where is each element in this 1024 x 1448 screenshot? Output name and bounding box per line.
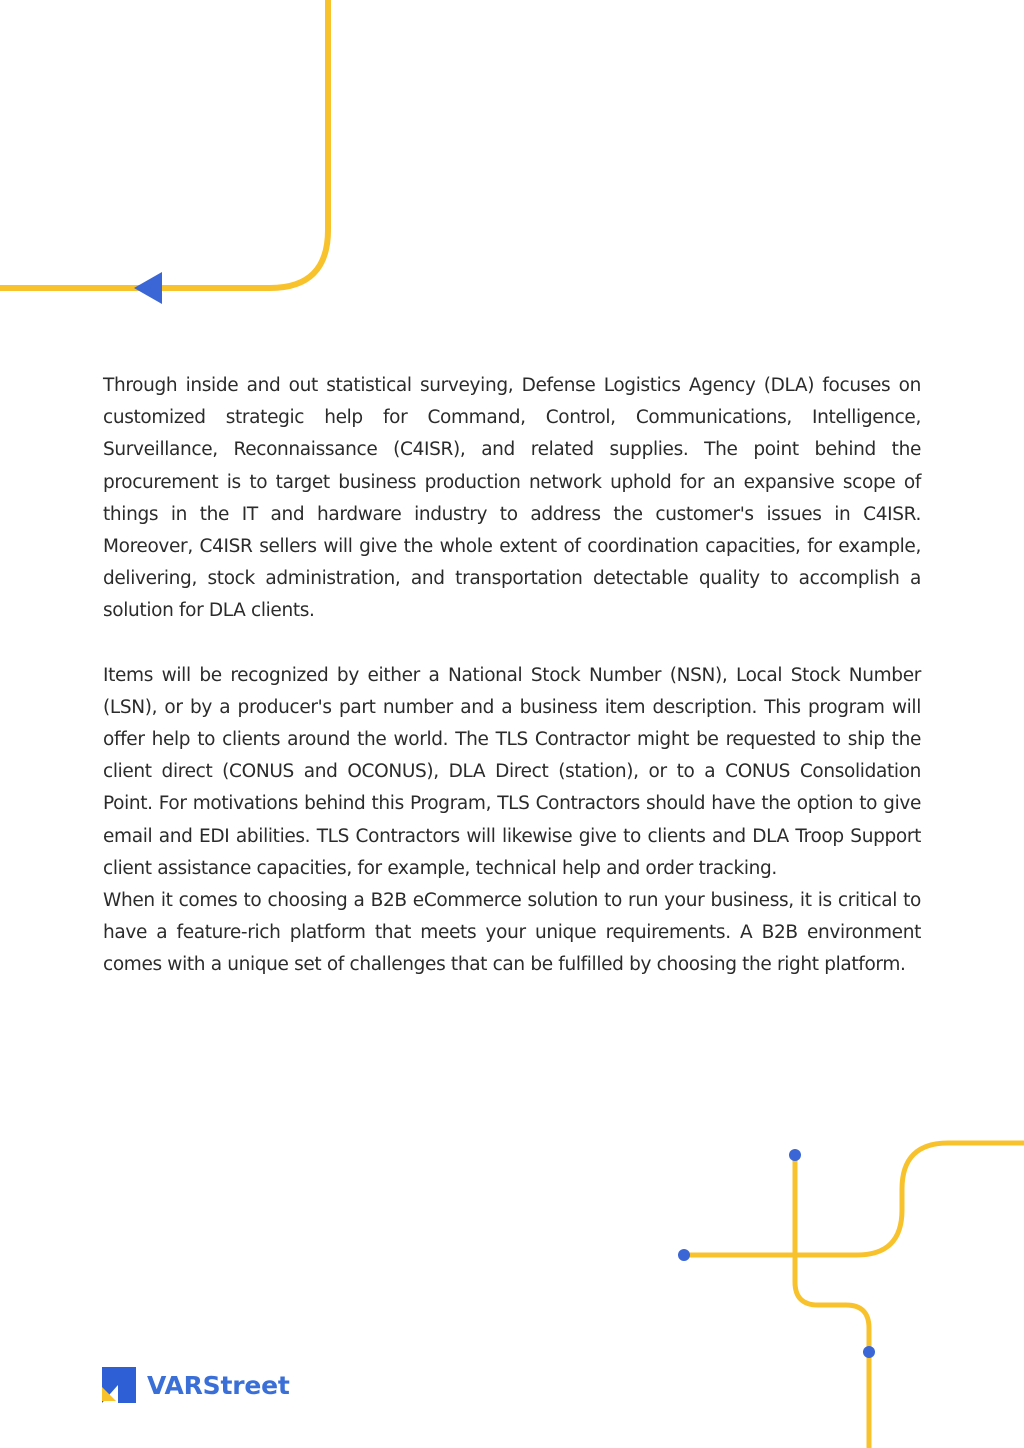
- circuit-node-dot: [789, 1149, 801, 1161]
- paragraph-b2b: When it comes to choosing a B2B eCommerce solution to run your business, it is critical to have a feature-rich platform that meets your unique requirements. A B2B environment comes with a unique set of challenges that can be fulfilled by choosing the right platform.: [103, 890, 921, 976]
- left-arrow-icon: [134, 272, 162, 304]
- varstreet-logo-mark-icon: [102, 1367, 136, 1403]
- circuit-node-dot: [678, 1249, 690, 1261]
- circuit-node-dot: [863, 1346, 875, 1358]
- logo-wordmark: VARStreet: [147, 1370, 290, 1400]
- paragraph-dla: Through inside and out statistical surveying, Defense Logistics Agency (DLA) focuses on customized strategic help for Command, Control, Communications, Intelligence, Surveillance, Reconnaissance (C4ISR), and related supplies. The point behind the procurement is to target business production network uphold for an expansive scope of things in the IT and hardware industry to address the customer's issues in C4ISR. Moreover, C4ISR sellers will give the whole extent of coordination capacities, for example, delivering, stock administration, and transportation detectable quality to accomplish a solution for DLA clients.: [103, 375, 921, 622]
- varstreet-logo: [102, 1366, 290, 1404]
- body-text: [103, 370, 921, 982]
- circuit-line-top: [684, 1143, 1024, 1255]
- paragraph-items: Items will be recognized by either a National Stock Number (NSN), Local Stock Number (LSN), or by a producer's part number and a business item description. This program will offer help to clients around the world. The TLS Contractor might be requested to ship the client direct (CONUS and OCONUS), DLA Direct (station), or to a CONUS Consolidation Point. For motivations behind this Program, TLS Contractors should have the option to give email and EDI abilities. TLS Contractors will likewise give to clients and DLA Troop Support client assistance capacities, for example, technical help and order tracking.: [103, 664, 921, 879]
- circuit-line-vertical: [795, 1155, 869, 1448]
- top-connector-line: [0, 0, 328, 288]
